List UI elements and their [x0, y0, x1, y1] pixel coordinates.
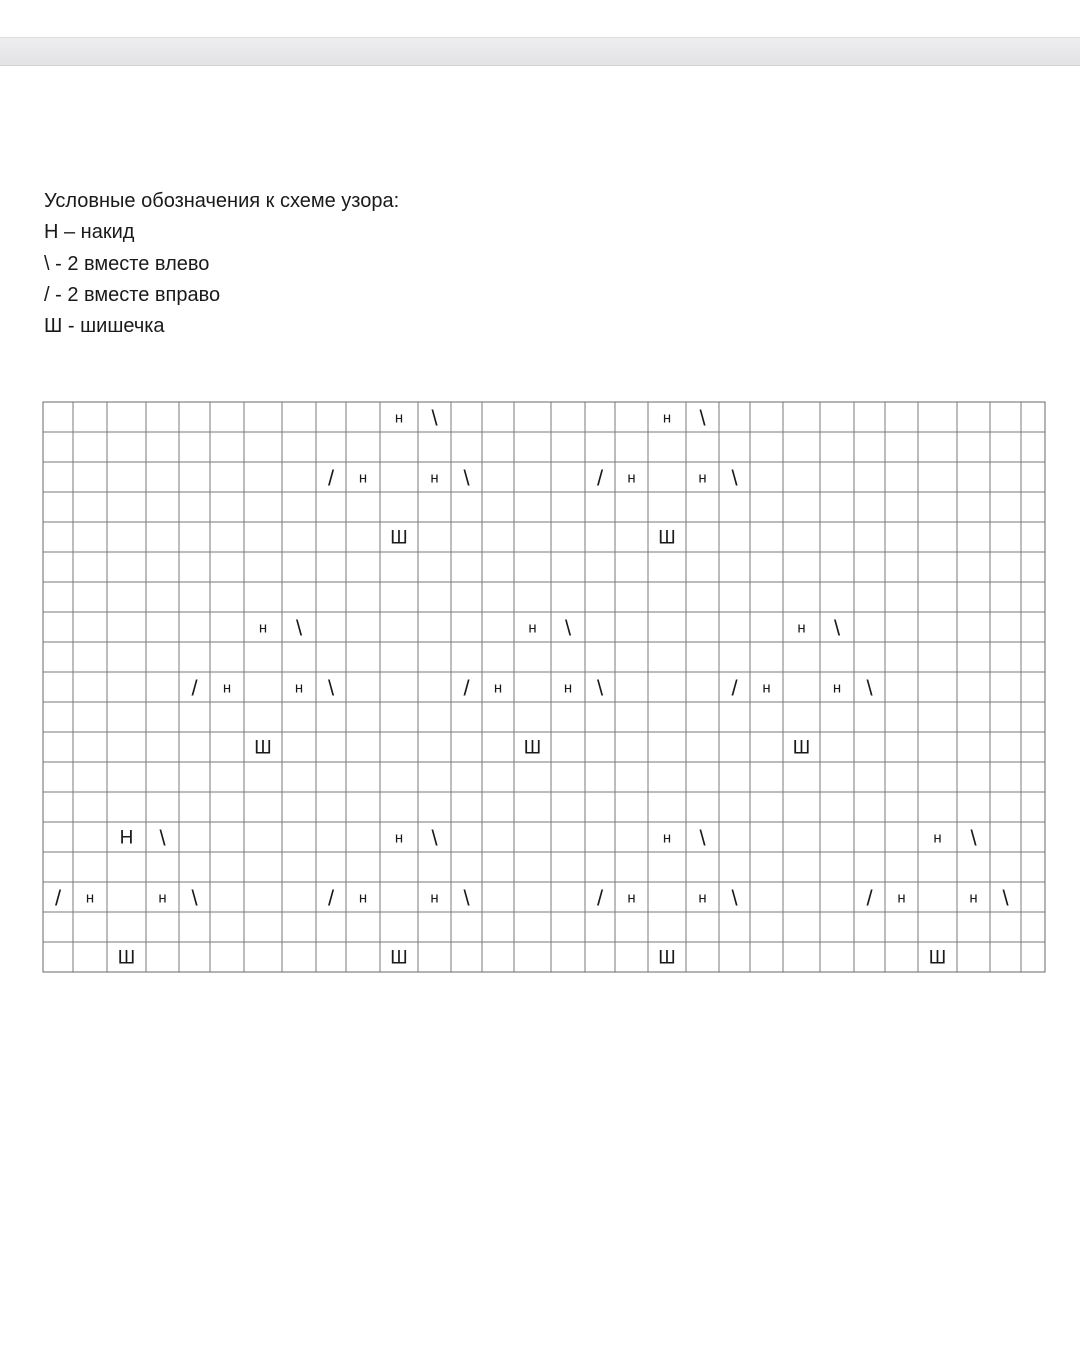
legend-item-bobble: Ш - шишечка	[44, 315, 165, 338]
chart-symbol-bobble: Ш	[117, 947, 136, 969]
chart-symbol-k2tog-right: /	[596, 885, 604, 911]
chart-symbol-k2tog-left: \	[731, 465, 738, 491]
chart-symbol-k2tog-left: \	[596, 675, 604, 701]
chart-symbol-k2tog-left: \	[159, 825, 166, 851]
chart-symbol-k2tog-right: /	[54, 885, 62, 911]
chart-symbol-k2tog-right: /	[731, 675, 738, 701]
chart-symbol-yarn-over: н	[563, 679, 573, 697]
chart-symbol-yarn-over: н	[528, 619, 537, 637]
chart-symbol-yarn-over: н	[832, 679, 842, 697]
chart-symbol-k2tog-left: \	[327, 675, 335, 701]
chart-symbol-yarn-over: н	[698, 889, 707, 907]
legend-item-k2tog-left: \ - 2 вместе влево	[44, 252, 210, 275]
chart-symbol-yarn-over: н	[493, 679, 503, 697]
chart-symbol-k2tog-right: /	[596, 465, 604, 491]
chart-symbol-k2tog-left: \	[463, 885, 470, 911]
chart-symbol-yarn-over: н	[294, 679, 304, 697]
chart-symbol-yarn-over: н	[627, 469, 636, 487]
chart-symbol-bobble: Ш	[390, 527, 408, 549]
chart-symbol-yarn-over: н	[430, 469, 439, 487]
chart-symbol-yarn-over: н	[897, 889, 906, 907]
chart-symbol-k2tog-left: \	[699, 405, 706, 431]
chart-symbol-bobble: Ш	[254, 737, 272, 759]
chart-symbol-k2tog-left: \	[463, 465, 470, 491]
chart-symbol-yarn-over: н	[627, 889, 636, 907]
chart-symbol-yarn-over: н	[394, 829, 404, 847]
chart-symbol-k2tog-left: \	[866, 675, 873, 701]
chart-symbol-k2tog-right: /	[327, 885, 335, 911]
chart-symbol-k2tog-left: \	[1002, 885, 1009, 911]
chart-symbol-k2tog-left: \	[699, 825, 706, 851]
chart-symbol-k2tog-left: \	[970, 825, 977, 851]
legend-item-k2tog-right: / - 2 вместе вправо	[44, 283, 221, 306]
chart-symbol-yarn-over: н	[662, 829, 672, 847]
chart-symbol-bobble: Ш	[658, 527, 676, 549]
chart-symbol-k2tog-left: \	[564, 615, 572, 641]
chart-symbol-yarn-over: н	[662, 409, 672, 427]
chart-symbol-bobble: Ш	[390, 947, 408, 969]
chart-symbol-k2tog-left: \	[833, 615, 841, 641]
legend-item-yarn-over: Н – накид	[44, 221, 135, 244]
legend-title: Условные обозначения к схеме узора:	[44, 190, 400, 212]
chart-symbol-bobble: Ш	[658, 947, 676, 969]
chart-symbol-k2tog-right: /	[463, 675, 470, 701]
chart-symbol-yarn-over: н	[158, 889, 167, 907]
chart-symbol-yarn-over: н	[698, 469, 707, 487]
chart-symbol-k2tog-right: /	[327, 465, 335, 491]
chart-symbol-yarn-over: н	[762, 679, 771, 697]
chart-symbol-yarn-over: Н	[119, 827, 134, 849]
chart-symbol-yarn-over: н	[933, 829, 942, 847]
chart-symbol-yarn-over: н	[394, 409, 404, 427]
chart-symbol-yarn-over: н	[969, 889, 978, 907]
chart-symbol-yarn-over: н	[430, 889, 439, 907]
chart-symbol-yarn-over: н	[358, 889, 368, 907]
chart-symbol-yarn-over: н	[258, 619, 268, 637]
chart-symbol-k2tog-left: \	[295, 615, 303, 641]
chart-symbol-k2tog-right: /	[191, 675, 198, 701]
chart-symbol-yarn-over: н	[222, 679, 232, 697]
chart-symbol-yarn-over: н	[85, 889, 95, 907]
chart-symbol-k2tog-right: /	[866, 885, 873, 911]
chart-symbol-k2tog-left: \	[431, 405, 438, 431]
chart-symbol-yarn-over: н	[358, 469, 368, 487]
chart-symbol-bobble: Ш	[792, 737, 811, 759]
chart-symbol-bobble: Ш	[928, 947, 947, 969]
chart-symbol-k2tog-left: \	[431, 825, 438, 851]
chart-symbol-k2tog-left: \	[731, 885, 738, 911]
chart-symbol-k2tog-left: \	[191, 885, 198, 911]
chart-symbol-yarn-over: н	[797, 619, 806, 637]
chart-symbol-bobble: Ш	[523, 737, 542, 759]
